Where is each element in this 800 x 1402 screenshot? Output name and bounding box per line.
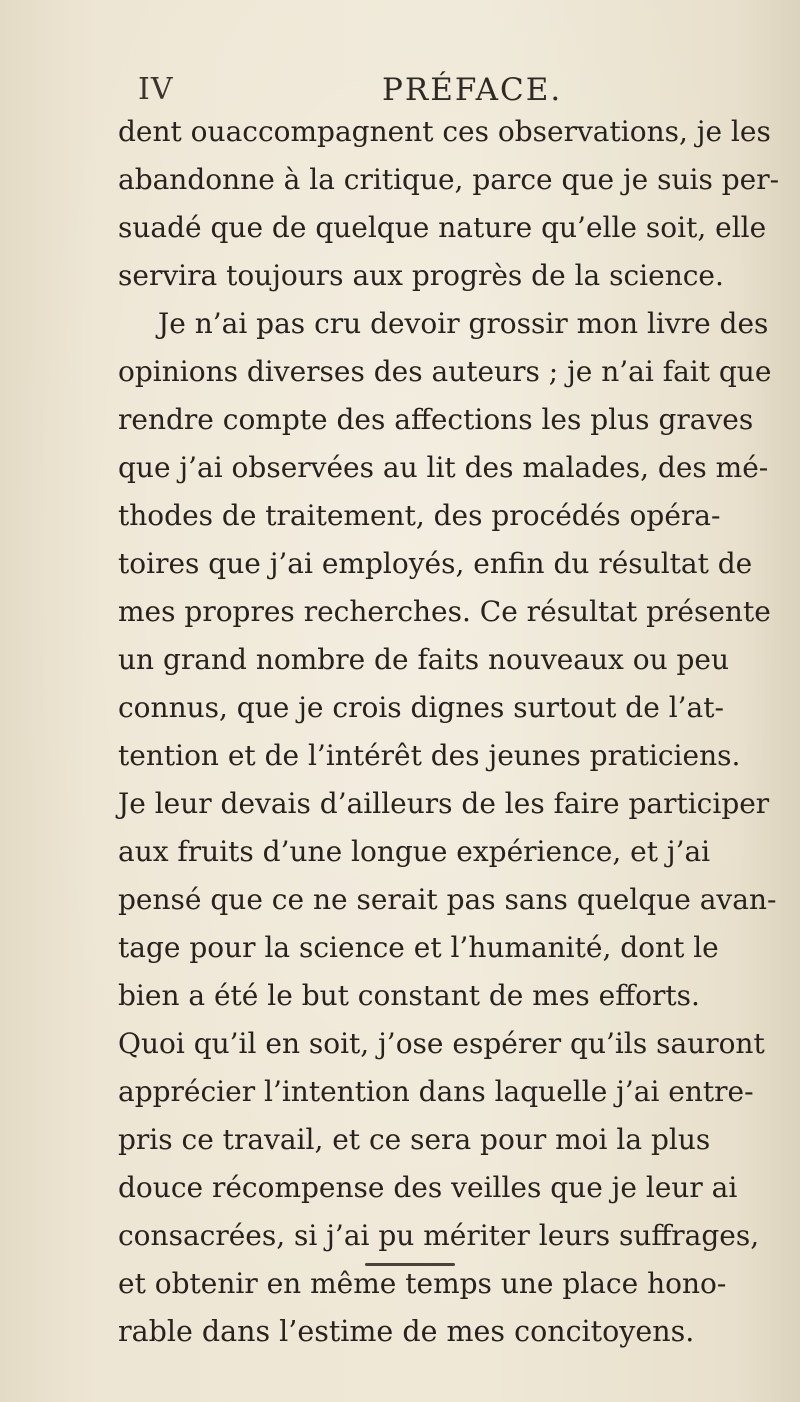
text-line: Quoi qu’il en soit, j’ose espérer qu’ils sauront xyxy=(118,1027,765,1060)
text-line: et obtenir en même temps une place hono- xyxy=(118,1267,727,1300)
text-line: apprécier l’intention dans laquelle j’ai entre- xyxy=(118,1075,754,1108)
text-line: abandonne à la critique, parce que je suis per- xyxy=(118,163,780,196)
body-text xyxy=(118,108,780,1356)
page-header xyxy=(138,72,678,112)
text-line: dent ouaccompagnent ces observations, je les xyxy=(118,115,771,148)
text-line: suadé que de quelque nature qu’elle soit, elle xyxy=(118,211,767,244)
text-line: un grand nombre de faits nouveaux ou peu xyxy=(118,643,730,676)
text-line: aux fruits d’une longue expérience, et j’ai xyxy=(118,835,711,868)
text-line: opinions diverses des auteurs ; je n’ai fait que xyxy=(118,355,772,388)
text-line: pensé que ce ne serait pas sans quelque avan- xyxy=(118,883,777,916)
text-line: pris ce travail, et ce sera pour moi la plus xyxy=(118,1123,711,1156)
text-line: Je n’ai pas cru devoir grossir mon livre des xyxy=(158,307,769,340)
end-rule-ornament xyxy=(365,1263,455,1266)
page-number: IV xyxy=(138,72,174,107)
text-line: mes propres recherches. Ce résultat présente xyxy=(118,595,771,628)
text-line: tage pour la science et l’humanité, dont le xyxy=(118,931,719,964)
text-line: rable dans l’estime de mes concitoyens. xyxy=(118,1315,695,1348)
text-line: servira toujours aux progrès de la science. xyxy=(118,259,724,292)
text-line: consacrées, si j’ai pu mériter leurs suffrages, xyxy=(118,1219,760,1252)
text-line: tention et de l’intérêt des jeunes praticiens. xyxy=(118,739,741,772)
text-line: rendre compte des affections les plus graves xyxy=(118,403,754,436)
text-line: Je leur devais d’ailleurs de les faire participer xyxy=(118,787,770,820)
text-line: toires que j’ai employés, enfin du résultat de xyxy=(118,547,753,580)
text-line: douce récompense des veilles que je leur ai xyxy=(118,1171,738,1204)
text-line: bien a été le but constant de mes efforts. xyxy=(118,979,700,1012)
text-line: connus, que je crois dignes surtout de l’at- xyxy=(118,691,724,724)
running-head: PRÉFACE. xyxy=(382,72,563,108)
text-line: que j’ai observées au lit des malades, des mé- xyxy=(118,451,769,484)
text-line: thodes de traitement, des procédés opéra- xyxy=(118,499,721,532)
